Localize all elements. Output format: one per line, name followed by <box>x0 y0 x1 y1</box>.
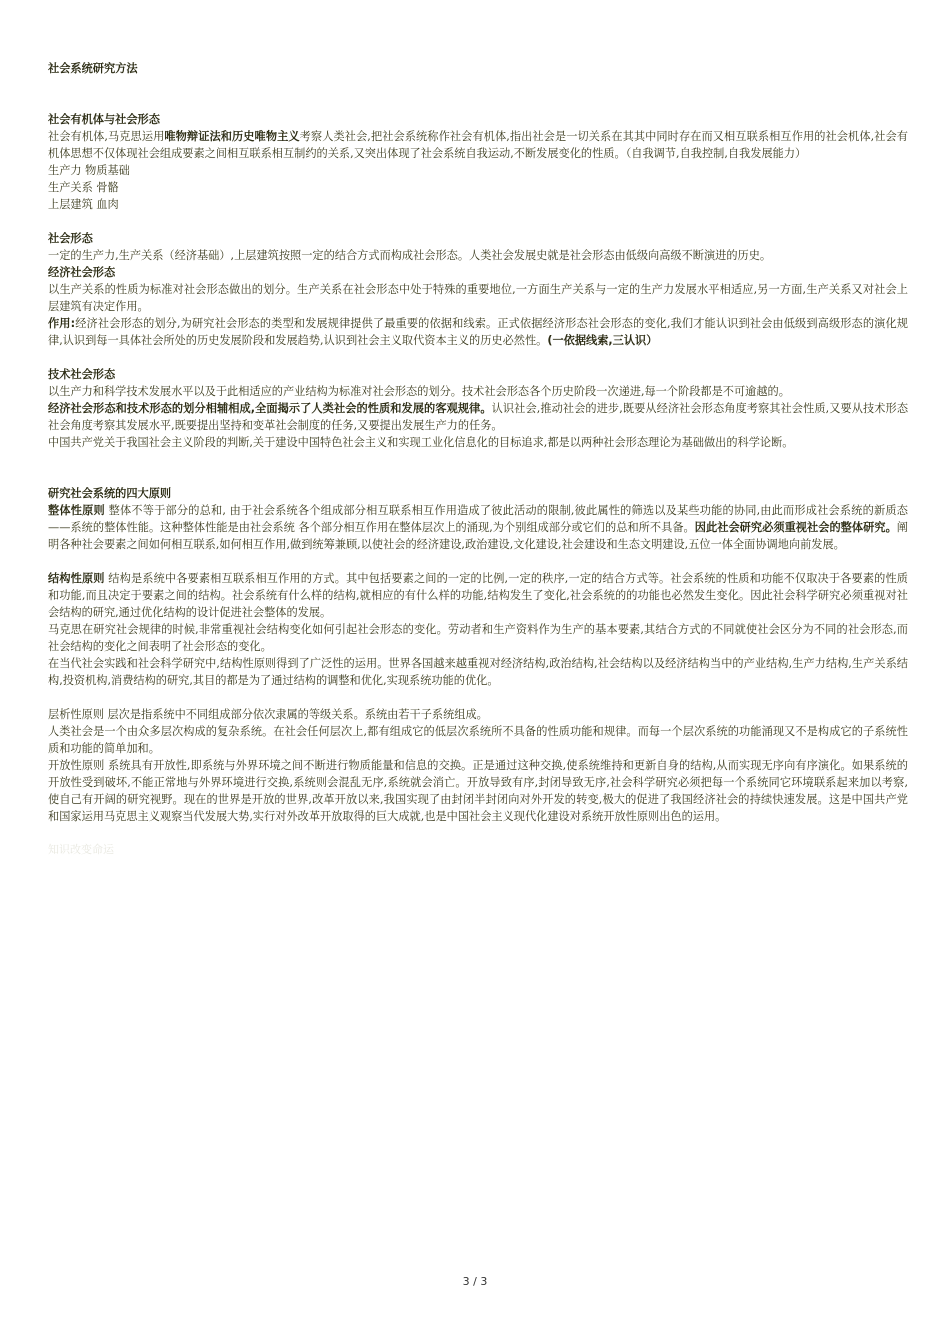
spacer <box>48 451 908 485</box>
paragraph-marx-structure: 马克思在研究社会规律的时候,非常重视社会结构变化如何引起社会形态的变化。劳动者和生产资料作为生产的基本要素,其结合方式的不同就使社会区分为不同的社会形态,而社会结构的变化之间表明了社会形态的变化。 <box>48 623 908 653</box>
page-number: 3 / 3 <box>462 1275 488 1288</box>
bold-run: 唯物辩证法和历史唯物主义 <box>164 130 300 143</box>
paragraph-openness-principle: 开放性原则 系统具有开放性,即系统与外界环境之间不断进行物质能量和信息的交换。正是通过这种交换,使系统维持和更新自身的结构,从而实现无序向有序演化。如果系统的开放性受到破坏,不能正常地与外界环境进行交换,系统则会混乱无序,系统就会消亡。开放导致有序,封闭导致无序,社会科学研究必须把每一个系统同它环境联系起来加以考察,使自己有开阔的研究视野。现在的世界是开放的世界,改革开放以来,我国实现了由封闭半封闭向对外开发的转变,极大的促进了我国经济社会的持续快速发展。这是中国共产党和国家运用马克思主义观察当代发展大势,实行对外改革开放取得的巨大成就,也是中国社会主义现代化建设对系统开放性原则出色的运用。 <box>48 759 908 823</box>
paragraph-economic-formation: 以生产关系的性质为标准对社会形态做出的划分。生产关系在社会形态中处于特殊的重要地位,一方面生产关系与一定的生产力发展水平相适应,另一方面,生产关系又对社会上层建筑有决定作用。 <box>48 283 908 313</box>
paragraph-complementary <box>48 400 908 434</box>
text-run: 考察人类社会,把社会系统称作社会有机体,指出社会是一切关系在其其中同时存在而又相互联系相互作用的社会机体,社会有机体思想不仅体现社会组成要素之间相互联系相互制约的关系,又突出体现了社会系统自我运动,不断发展变化的性质。（自我调节,自我控制,自我发展能力） <box>48 130 908 160</box>
paragraph-organism <box>48 128 908 162</box>
watermark-text: 知识改变命运 <box>48 843 114 856</box>
text-run: 阐明各种社会要素之间如何相互联系,如何相互作用,做到统筹兼顾,以使社会的经济建设,政治建设,文化建设,社会建设和生态文明建设,五位一体全面协调地向前发展。 <box>48 521 908 551</box>
text-run: 社会有机体,马克思运用 <box>48 130 165 143</box>
subheading-economic-formation: 经济社会形态 <box>48 266 116 279</box>
document-title: 社会系统研究方法 <box>48 62 138 75</box>
text-run: 认识社会,推动社会的进步,既要从经济社会形态角度考察其社会性质,又要从技术形态社会角度考察其发展水平,既要提出坚持和变革社会制度的任务,又要提出发展生产力的任务。 <box>48 402 909 432</box>
paragraph-human-society: 人类社会是一个由众多层次构成的复杂系统。在社会任何层次上,都有组成它的低层次系统所不具备的性质功能和规律。而每一个层次系统的功能涌现又不是构成它的子系统性质和功能的简单加和。 <box>48 725 908 755</box>
spacer <box>48 77 908 111</box>
text-run: 经济社会形态的划分,为研究社会形态的类型和发展规律提供了最重要的依据和线索。正式依据经济形态社会形态的变化,我们才能认识到社会由低级到高级形态的演化规律,认识到每一具体社会所处的历史发展阶段和发展趋势,认识到社会主义取代资本主义的历史必然性。 <box>48 317 908 347</box>
paragraph-formation: 一定的生产力,生产关系（经济基础）,上层建筑按照一定的结合方式而构成社会形态。人类社会发展史就是社会形态由低级向高级不断演进的历史。 <box>48 249 772 262</box>
paragraph-hierarchy-principle: 层析性原则 层次是指系统中不同组成部分依次隶属的等级关系。系统由若干子系统组成。 <box>48 708 488 721</box>
paragraph-role <box>48 315 908 349</box>
bold-run: 经济社会形态和技术形态的划分相辅相成,全面揭示了人类社会的性质和发展的客观规律。 <box>48 402 492 415</box>
bold-run: 因此社会研究必须重视社会的整体研究。 <box>694 521 897 534</box>
paragraph-party-judgement: 中国共产党关于我国社会主义阶段的判断,关于建设中国特色社会主义和实现工业化信息化的目标追求,都是以两种社会形态理论为基础做出的科学论断。 <box>48 436 794 449</box>
spacer <box>48 689 908 706</box>
document-body <box>48 60 908 868</box>
section-heading-four-principles: 研究社会系统的四大原则 <box>48 487 172 500</box>
text-run: 整体不等于部分的总和, 由于社会系统各个组成部分相互联系相互作用造成了彼此活动的限制,彼此属性的筛选以及某些功能的协同,由此而形成社会系统的新质态——系统的整体性能。这种整体性能是由社会系统 各个部分相互作用在整体层次上的涌现,为个别组成部分或它们的总和所不具备。 <box>48 504 908 534</box>
section-heading-tech-formation: 技术社会形态 <box>48 368 116 381</box>
paragraph-structure-principle <box>48 570 908 621</box>
paragraph-wholeness-principle <box>48 502 908 553</box>
bold-run: 作用: <box>48 317 76 330</box>
text-run: 结构是系统中各要素相互联系相互作用的方式。其中包括要素之间的一定的比例,一定的秩序,一定的结合方式等。社会系统的性质和功能不仅取决于各要素的性质和功能,而且决定于要素之间的结构。社会系统有什么样的结构,就相应的有什么样的功能,结构发生了变化,社会系统的的功能也必然发生变化。因此社会科学研究必须重视对社会结构的研究,通过优化结构的设计促进社会整体的发展。 <box>48 572 908 619</box>
bold-run: (一依据线索,三认识） <box>547 334 658 347</box>
section-heading-formation: 社会形态 <box>48 232 93 245</box>
section-heading-organism: 社会有机体与社会形态 <box>48 113 160 126</box>
list-line: 生产力 物质基础 <box>48 164 130 177</box>
spacer <box>48 553 908 570</box>
paragraph-tech-formation: 以生产力和科学技术发展水平以及于此相适应的产业结构为标准对社会形态的划分。技术社会形态各个历史阶段一次递进,每一个阶段都是不可逾越的。 <box>48 385 790 398</box>
paragraph-contemporary-practice: 在当代社会实践和社会科学研究中,结构性原则得到了广泛性的运用。世界各国越来越重视对经济结构,政治结构,社会结构以及经济结构当中的产业结构,生产力结构,生产关系结构,投资机构,消费结构的研究,其目的都是为了通过结构的调整和优化,实现系统功能的优化。 <box>48 657 908 687</box>
bold-run: 整体性原则 <box>48 504 105 517</box>
spacer <box>48 349 908 366</box>
spacer <box>48 213 908 230</box>
bold-run: 结构性原则 <box>48 572 105 585</box>
list-line: 生产关系 骨骼 <box>48 181 119 194</box>
list-line: 上层建筑 血肉 <box>48 198 119 211</box>
